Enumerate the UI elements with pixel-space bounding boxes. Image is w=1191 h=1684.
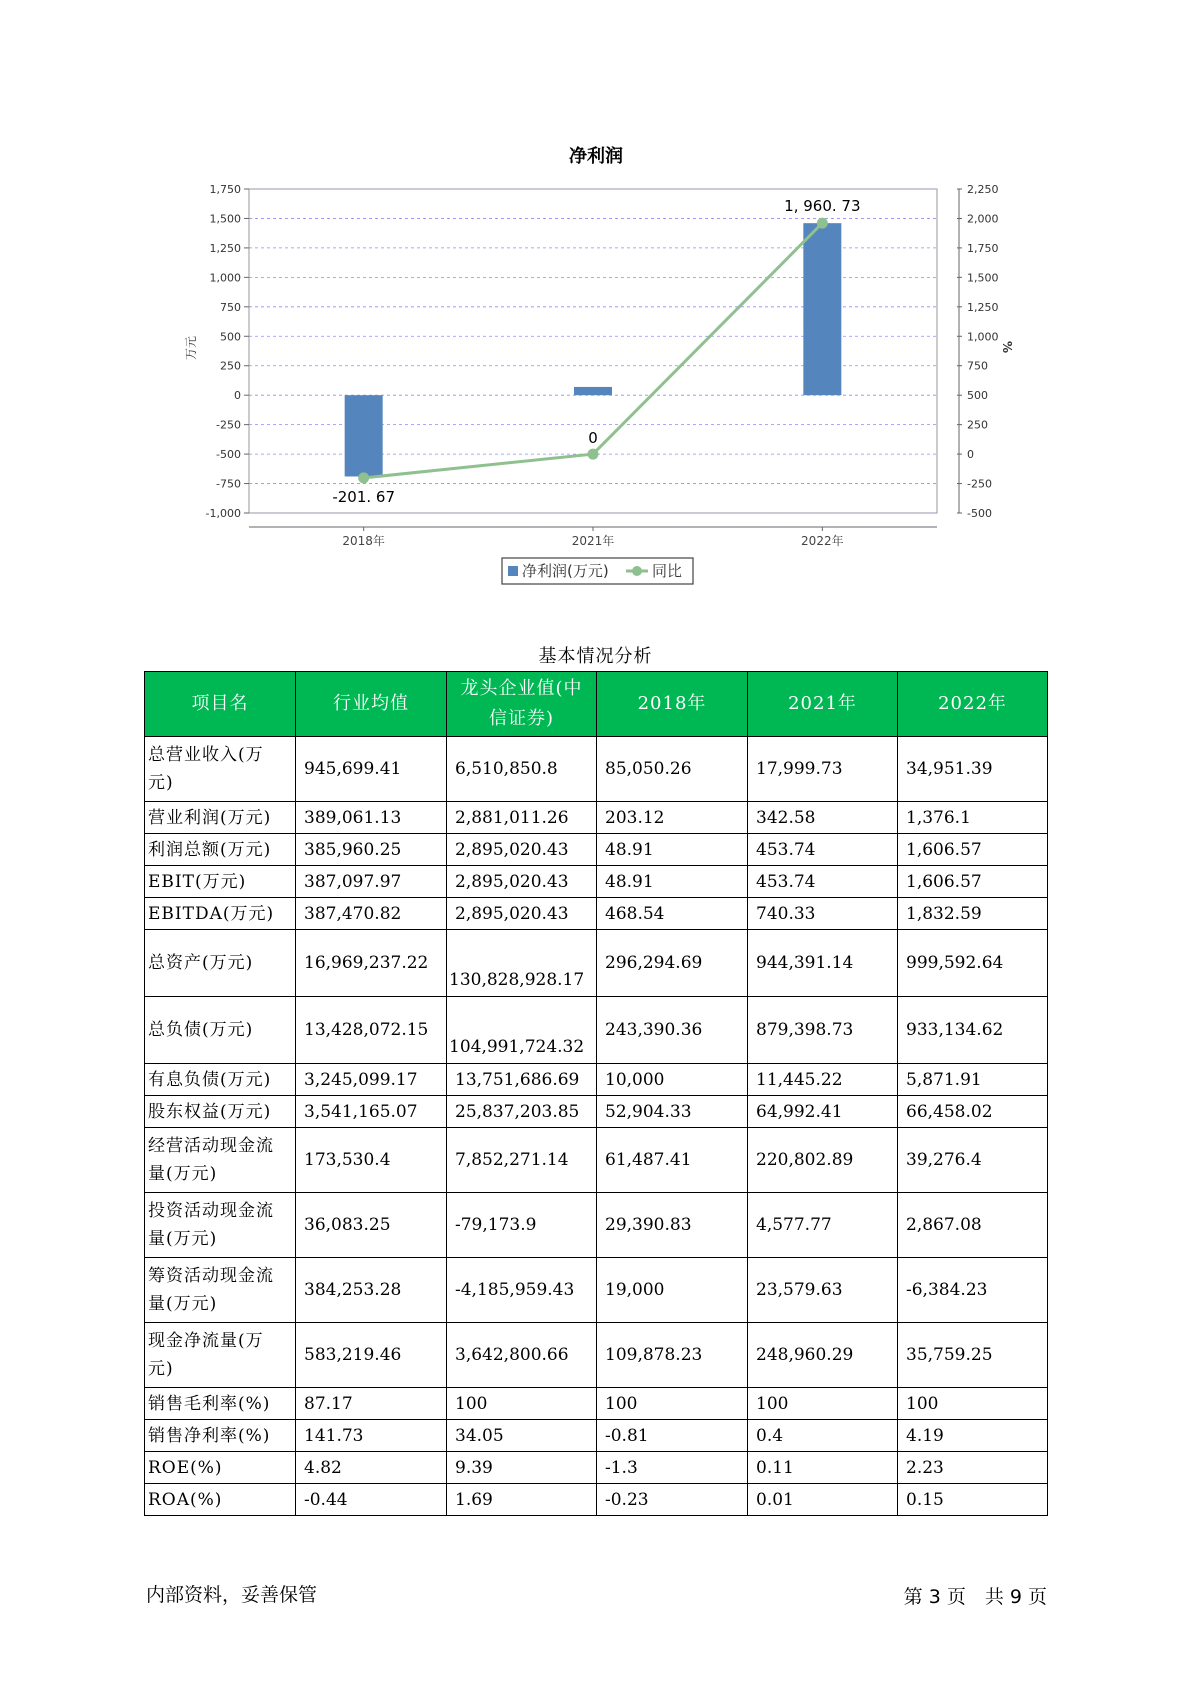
col-header-item: 项目名 [145, 672, 296, 737]
y-tick-label: 250 [220, 359, 241, 373]
y2-tick-label: 1,750 [967, 241, 999, 255]
row-label: 有息负债(万元) [145, 1064, 296, 1096]
table-cell: -79,173.9 [447, 1193, 597, 1258]
row-label: 经营活动现金流量(万元) [145, 1128, 296, 1193]
table-cell: 453.74 [748, 866, 898, 898]
row-label: ROA(%) [145, 1484, 296, 1516]
table-row [145, 1323, 1048, 1388]
table-cell: 453.74 [748, 834, 898, 866]
row-label: 总资产(万元) [145, 930, 296, 997]
y2-tick-label: 0 [967, 448, 974, 462]
table-cell: 16,969,237.22 [296, 930, 447, 997]
row-label: 现金净流量(万元) [145, 1323, 296, 1388]
table-row [145, 1096, 1048, 1128]
table-cell: 879,398.73 [748, 997, 898, 1064]
table-cell: 13,428,072.15 [296, 997, 447, 1064]
row-label: 总营业收入(万元) [145, 737, 296, 802]
table-row [145, 737, 1048, 802]
table-cell: 48.91 [597, 834, 748, 866]
table-cell: -1.3 [597, 1452, 748, 1484]
col-header-2021: 2021年 [748, 672, 898, 737]
table-cell: 130,828,928.17 [447, 930, 597, 997]
table-cell: 61,487.41 [597, 1128, 748, 1193]
table-cell: 220,802.89 [748, 1128, 898, 1193]
row-label: EBITDA(万元) [145, 898, 296, 930]
table-cell: 342.58 [748, 802, 898, 834]
y-tick-label: -250 [216, 418, 241, 432]
x-tick-label: 2018年 [342, 534, 385, 548]
legend-swatch-bar [508, 566, 518, 576]
y2-tick-label: 250 [967, 418, 988, 432]
y2-tick-label: 500 [967, 389, 988, 403]
table-cell: 2,895,020.43 [447, 898, 597, 930]
table-cell: 4,577.77 [748, 1193, 898, 1258]
table-cell: 17,999.73 [748, 737, 898, 802]
table-cell: 29,390.83 [597, 1193, 748, 1258]
table-cell: 34.05 [447, 1420, 597, 1452]
y2-tick-label: 2,250 [967, 183, 999, 196]
table-cell: 468.54 [597, 898, 748, 930]
col-header-leader: 龙头企业值(中信证券) [447, 672, 597, 737]
col-header-industry-avg: 行业均值 [296, 672, 447, 737]
table-cell: 109,878.23 [597, 1323, 748, 1388]
table-cell: 25,837,203.85 [447, 1096, 597, 1128]
table-cell: 100 [597, 1388, 748, 1420]
table-cell: 64,992.41 [748, 1096, 898, 1128]
y-axis-label: 万元 [184, 335, 198, 361]
table-cell: 1,832.59 [898, 898, 1048, 930]
table-cell: 296,294.69 [597, 930, 748, 997]
table-cell: 23,579.63 [748, 1258, 898, 1323]
table-cell: 6,510,850.8 [447, 737, 597, 802]
basic-analysis-table [144, 671, 1048, 1516]
row-label: 营业利润(万元) [145, 802, 296, 834]
table-row [145, 930, 1048, 997]
footer-page-number: 第 3 页 共 9 页 [903, 1586, 1047, 1608]
table-cell: 387,097.97 [296, 866, 447, 898]
net-profit-chart [0, 0, 1191, 600]
table-cell: 0.01 [748, 1484, 898, 1516]
table-cell: 1,606.57 [898, 866, 1048, 898]
y2-tick-label: 1,000 [967, 330, 999, 344]
bar-0 [345, 395, 383, 476]
x-tick-label: 2022年 [801, 534, 844, 548]
table-row [145, 1420, 1048, 1452]
table-cell: 0.11 [748, 1452, 898, 1484]
table-row [145, 1193, 1048, 1258]
y-tick-label: 1,750 [209, 183, 241, 196]
row-label: EBIT(万元) [145, 866, 296, 898]
table-cell: 1,606.57 [898, 834, 1048, 866]
row-label: 利润总额(万元) [145, 834, 296, 866]
y2-tick-label: 2,000 [967, 212, 999, 226]
y-tick-label: 500 [220, 330, 241, 344]
table-row [145, 1064, 1048, 1096]
table-row [145, 1484, 1048, 1516]
table-cell: 740.33 [748, 898, 898, 930]
table-row [145, 1258, 1048, 1323]
y-tick-label: 1,000 [209, 271, 241, 285]
table-cell: 7,852,271.14 [447, 1128, 597, 1193]
table-cell: 0.4 [748, 1420, 898, 1452]
y-tick-label: -1,000 [205, 507, 241, 520]
table-row [145, 898, 1048, 930]
table-cell: 35,759.25 [898, 1323, 1048, 1388]
table-cell: -4,185,959.43 [447, 1258, 597, 1323]
table-row [145, 834, 1048, 866]
table-cell: 243,390.36 [597, 997, 748, 1064]
table-cell: 0.15 [898, 1484, 1048, 1516]
table-cell: 52,904.33 [597, 1096, 748, 1128]
table-cell: 141.73 [296, 1420, 447, 1452]
table-cell: 66,458.02 [898, 1096, 1048, 1128]
data-label: 0 [588, 429, 598, 448]
legend-label-bar: 净利润(万元) [522, 562, 609, 580]
table-cell: 87.17 [296, 1388, 447, 1420]
table-cell: 11,445.22 [748, 1064, 898, 1096]
table-title: 基本情况分析 [538, 646, 653, 667]
y-tick-label: 1,500 [209, 212, 241, 226]
table-cell: 4.82 [296, 1452, 447, 1484]
table-cell: 248,960.29 [748, 1323, 898, 1388]
data-label: 1, 960. 73 [784, 197, 861, 216]
row-label: ROE(%) [145, 1452, 296, 1484]
table-row [145, 1388, 1048, 1420]
bar-1 [574, 387, 612, 395]
table-cell: 3,642,800.66 [447, 1323, 597, 1388]
y-tick-label: 750 [220, 300, 241, 314]
line-point-0 [358, 472, 369, 483]
table-cell: 10,000 [597, 1064, 748, 1096]
y-tick-label: -750 [216, 477, 241, 491]
table-cell: 13,751,686.69 [447, 1064, 597, 1096]
table-cell: 384,253.28 [296, 1258, 447, 1323]
table-cell: 999,592.64 [898, 930, 1048, 997]
y2-tick-label: -500 [967, 507, 992, 520]
table-cell: 2,881,011.26 [447, 802, 597, 834]
x-tick-label: 2021年 [571, 534, 615, 548]
table-cell: 3,245,099.17 [296, 1064, 447, 1096]
table-cell: -6,384.23 [898, 1258, 1048, 1323]
table-cell: 385,960.25 [296, 834, 447, 866]
table-cell: 2,895,020.43 [447, 866, 597, 898]
y-tick-label: 1,250 [209, 241, 241, 255]
table-cell: 36,083.25 [296, 1193, 447, 1258]
table-cell: 387,470.82 [296, 898, 447, 930]
row-label: 销售毛利率(%) [145, 1388, 296, 1420]
row-label: 筹资活动现金流量(万元) [145, 1258, 296, 1323]
chart-title: 净利润 [569, 146, 623, 167]
table-cell: -0.44 [296, 1484, 447, 1516]
table-cell: 100 [447, 1388, 597, 1420]
table-cell: 100 [898, 1388, 1048, 1420]
y2-tick-label: 1,500 [967, 271, 999, 285]
col-header-2018: 2018年 [597, 672, 748, 737]
table-row [145, 1128, 1048, 1193]
table-row [145, 802, 1048, 834]
bar-2 [803, 223, 841, 395]
y2-axis-label: % [1000, 340, 1014, 354]
table-cell: -0.81 [597, 1420, 748, 1452]
legend-swatch-marker [632, 566, 642, 576]
table-row [145, 997, 1048, 1064]
table-cell: 104,991,724.32 [447, 997, 597, 1064]
table-cell: 34,951.39 [898, 737, 1048, 802]
table-cell: 19,000 [597, 1258, 748, 1323]
table-cell: 945,699.41 [296, 737, 447, 802]
legend-label-line: 同比 [652, 562, 683, 580]
table-cell: 389,061.13 [296, 802, 447, 834]
col-header-2022: 2022年 [898, 672, 1048, 737]
table-cell: 173,530.4 [296, 1128, 447, 1193]
table-cell: 4.19 [898, 1420, 1048, 1452]
y-tick-label: 0 [234, 389, 241, 403]
data-label: -201. 67 [332, 487, 396, 506]
table-cell: 100 [748, 1388, 898, 1420]
table-cell: 85,050.26 [597, 737, 748, 802]
table-cell: 203.12 [597, 802, 748, 834]
table-header-row [145, 672, 1048, 737]
y2-tick-label: 1,250 [967, 300, 999, 314]
y2-tick-label: -250 [967, 477, 992, 491]
line-point-1 [588, 449, 599, 460]
table-cell: 5,871.91 [898, 1064, 1048, 1096]
row-label: 投资活动现金流量(万元) [145, 1193, 296, 1258]
line-point-2 [817, 218, 828, 229]
table-cell: 2.23 [898, 1452, 1048, 1484]
table-cell: 933,134.62 [898, 997, 1048, 1064]
table-cell: 1.69 [447, 1484, 597, 1516]
table-cell: 583,219.46 [296, 1323, 447, 1388]
row-label: 总负债(万元) [145, 997, 296, 1064]
y-tick-label: -500 [216, 448, 241, 462]
table-cell: 3,541,165.07 [296, 1096, 447, 1128]
row-label: 股东权益(万元) [145, 1096, 296, 1128]
table-cell: 48.91 [597, 866, 748, 898]
table-cell: 9.39 [447, 1452, 597, 1484]
row-label: 销售净利率(%) [145, 1420, 296, 1452]
table-cell: 2,867.08 [898, 1193, 1048, 1258]
y2-tick-label: 750 [967, 359, 988, 373]
table-cell: 2,895,020.43 [447, 834, 597, 866]
table-cell: 39,276.4 [898, 1128, 1048, 1193]
table-body [145, 737, 1048, 1516]
table-cell: 944,391.14 [748, 930, 898, 997]
table-row [145, 1452, 1048, 1484]
footer-confidential-note: 内部资料，妥善保管 [146, 1584, 318, 1606]
table-row [145, 866, 1048, 898]
table-cell: -0.23 [597, 1484, 748, 1516]
table-cell: 1,376.1 [898, 802, 1048, 834]
